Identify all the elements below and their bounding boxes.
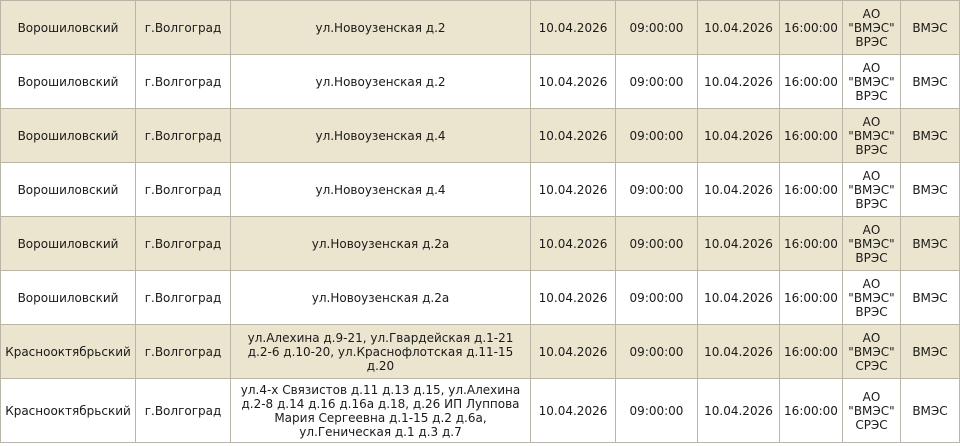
city-cell: г.Волгоград xyxy=(136,217,231,271)
end-time-cell: 16:00:00 xyxy=(780,109,843,163)
organization-cell: АО "ВМЭС" СРЭС xyxy=(843,379,901,443)
city-cell: г.Волгоград xyxy=(136,271,231,325)
table-row xyxy=(1,217,960,271)
branch-cell: ВМЭС xyxy=(901,271,960,325)
organization-cell: АО "ВМЭС" ВРЭС xyxy=(843,109,901,163)
organization-cell: АО "ВМЭС" ВРЭС xyxy=(843,55,901,109)
end-time-cell: 16:00:00 xyxy=(780,1,843,55)
start-date-cell: 10.04.2026 xyxy=(531,271,616,325)
address-cell: ул.Новоузенская д.2а xyxy=(231,271,531,325)
end-time-cell: 16:00:00 xyxy=(780,325,843,379)
district-cell: Ворошиловский xyxy=(1,217,136,271)
table-row xyxy=(1,55,960,109)
address-cell: ул.Новоузенская д.2а xyxy=(231,217,531,271)
address-cell: ул.Алехина д.9-21, ул.Гвардейская д.1-21 д.2-6 д.10-20, ул.Краснофлотская д.11-15 д.20 xyxy=(231,325,531,379)
branch-cell: ВМЭС xyxy=(901,1,960,55)
start-date-cell: 10.04.2026 xyxy=(531,55,616,109)
city-cell: г.Волгоград xyxy=(136,163,231,217)
district-cell: Ворошиловский xyxy=(1,1,136,55)
end-date-cell: 10.04.2026 xyxy=(698,55,780,109)
start-time-cell: 09:00:00 xyxy=(616,109,698,163)
table-row xyxy=(1,271,960,325)
address-cell: ул.Новоузенская д.4 xyxy=(231,109,531,163)
start-date-cell: 10.04.2026 xyxy=(531,217,616,271)
start-date-cell: 10.04.2026 xyxy=(531,109,616,163)
start-time-cell: 09:00:00 xyxy=(616,163,698,217)
table-row xyxy=(1,1,960,55)
organization-cell: АО "ВМЭС" ВРЭС xyxy=(843,1,901,55)
end-date-cell: 10.04.2026 xyxy=(698,1,780,55)
branch-cell: ВМЭС xyxy=(901,109,960,163)
table-row xyxy=(1,109,960,163)
end-time-cell: 16:00:00 xyxy=(780,379,843,443)
district-cell: Ворошиловский xyxy=(1,163,136,217)
end-date-cell: 10.04.2026 xyxy=(698,379,780,443)
address-cell: ул.4-х Связистов д.11 д.13 д.15, ул.Алехина д.2-8 д.14 д.16 д.16а д.18, д.26 ИП Луппова Мария Сергеевна д.1-15 д.2 д.6а, ул.Геническая д.1 д.3 д.7 xyxy=(231,379,531,443)
start-time-cell: 09:00:00 xyxy=(616,325,698,379)
city-cell: г.Волгоград xyxy=(136,1,231,55)
table-row xyxy=(1,325,960,379)
organization-cell: АО "ВМЭС" ВРЭС xyxy=(843,163,901,217)
start-date-cell: 10.04.2026 xyxy=(531,379,616,443)
branch-cell: ВМЭС xyxy=(901,163,960,217)
city-cell: г.Волгоград xyxy=(136,379,231,443)
end-time-cell: 16:00:00 xyxy=(780,217,843,271)
end-time-cell: 16:00:00 xyxy=(780,163,843,217)
end-date-cell: 10.04.2026 xyxy=(698,271,780,325)
end-time-cell: 16:00:00 xyxy=(780,55,843,109)
end-date-cell: 10.04.2026 xyxy=(698,163,780,217)
end-time-cell: 16:00:00 xyxy=(780,271,843,325)
district-cell: Краснооктябрьский xyxy=(1,325,136,379)
end-date-cell: 10.04.2026 xyxy=(698,217,780,271)
start-time-cell: 09:00:00 xyxy=(616,271,698,325)
address-cell: ул.Новоузенская д.2 xyxy=(231,55,531,109)
start-date-cell: 10.04.2026 xyxy=(531,163,616,217)
branch-cell: ВМЭС xyxy=(901,217,960,271)
district-cell: Ворошиловский xyxy=(1,55,136,109)
branch-cell: ВМЭС xyxy=(901,325,960,379)
city-cell: г.Волгоград xyxy=(136,325,231,379)
start-time-cell: 09:00:00 xyxy=(616,379,698,443)
district-cell: Ворошиловский xyxy=(1,109,136,163)
start-date-cell: 10.04.2026 xyxy=(531,1,616,55)
organization-cell: АО "ВМЭС" СРЭС xyxy=(843,325,901,379)
end-date-cell: 10.04.2026 xyxy=(698,109,780,163)
table-row xyxy=(1,379,960,443)
start-time-cell: 09:00:00 xyxy=(616,1,698,55)
city-cell: г.Волгоград xyxy=(136,109,231,163)
start-date-cell: 10.04.2026 xyxy=(531,325,616,379)
address-cell: ул.Новоузенская д.4 xyxy=(231,163,531,217)
district-cell: Краснооктябрьский xyxy=(1,379,136,443)
end-date-cell: 10.04.2026 xyxy=(698,325,780,379)
organization-cell: АО "ВМЭС" ВРЭС xyxy=(843,271,901,325)
city-cell: г.Волгоград xyxy=(136,55,231,109)
start-time-cell: 09:00:00 xyxy=(616,55,698,109)
start-time-cell: 09:00:00 xyxy=(616,217,698,271)
branch-cell: ВМЭС xyxy=(901,379,960,443)
branch-cell: ВМЭС xyxy=(901,55,960,109)
organization-cell: АО "ВМЭС" ВРЭС xyxy=(843,217,901,271)
address-cell: ул.Новоузенская д.2 xyxy=(231,1,531,55)
district-cell: Ворошиловский xyxy=(1,271,136,325)
table-row xyxy=(1,163,960,217)
